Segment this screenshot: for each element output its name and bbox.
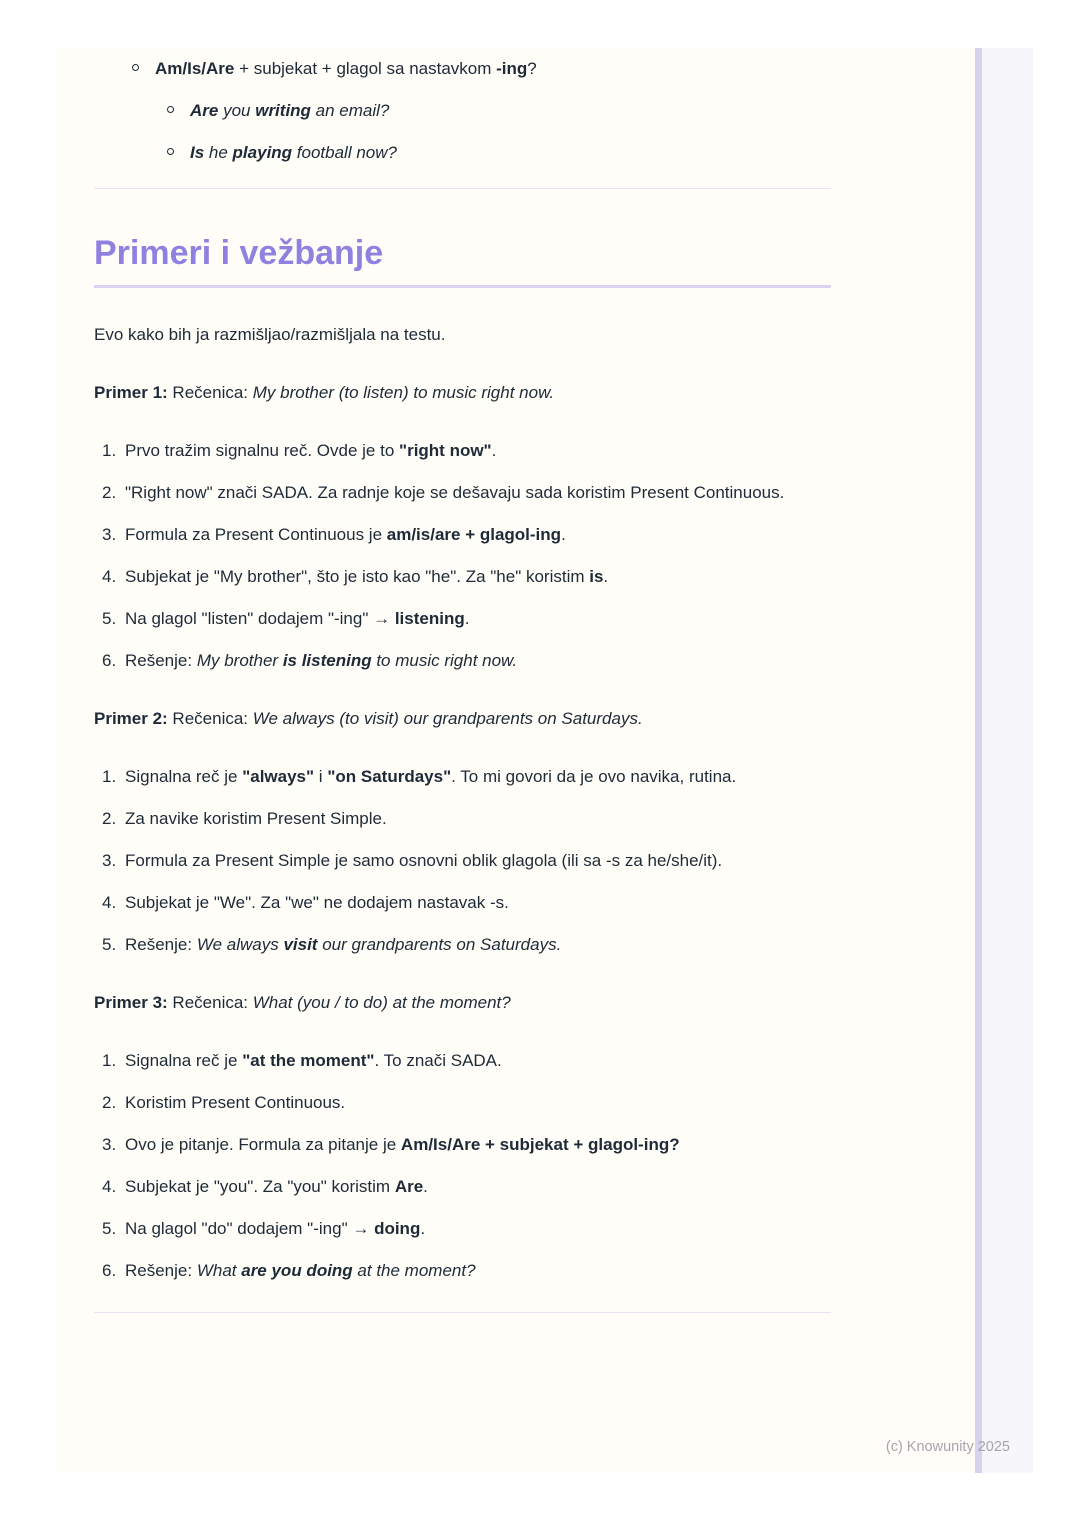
text-run: . bbox=[423, 1177, 428, 1196]
step-number: 4. bbox=[102, 567, 117, 586]
examples-container bbox=[94, 376, 831, 1288]
text-run: Formula za Present Continuous je bbox=[125, 525, 387, 544]
step-item bbox=[94, 844, 831, 878]
step-number: 3. bbox=[102, 525, 117, 544]
step-text bbox=[125, 441, 496, 460]
bold-run: "always" bbox=[242, 767, 315, 786]
step-text bbox=[125, 483, 784, 502]
bold-run: "at the moment" bbox=[242, 1051, 375, 1070]
step-number: 2. bbox=[102, 1093, 117, 1112]
bold-run: -ing bbox=[496, 59, 528, 78]
page-title: Primeri i vežbanje bbox=[94, 234, 384, 272]
italic-run: What bbox=[196, 1261, 242, 1280]
text-run: Na glagol "listen" dodajem "-ing" → bbox=[125, 609, 395, 628]
steps-list bbox=[94, 1044, 831, 1288]
step-text bbox=[125, 1219, 425, 1238]
step-text bbox=[125, 809, 387, 828]
italic-run: We always bbox=[196, 935, 284, 954]
text-run: "Right now" znači SADA. Za radnje koje se dešavaju sada koristim Present Continuous. bbox=[125, 483, 785, 502]
step-item bbox=[94, 886, 831, 920]
bold-italic-run: Is bbox=[190, 143, 205, 162]
step-text bbox=[125, 893, 509, 912]
text-run: Subjekat je "We". Za "we" ne dodajem nastavak -s. bbox=[125, 893, 509, 912]
text-run: . bbox=[420, 1219, 426, 1238]
step-item bbox=[94, 928, 831, 962]
bold-run: Am/Is/Are bbox=[155, 59, 235, 78]
step-number: 4. bbox=[102, 893, 117, 912]
italic-run: My brother bbox=[196, 651, 283, 670]
bold-italic-run: is listening bbox=[282, 651, 372, 670]
document-content-area bbox=[56, 48, 975, 1313]
bold-run: am/is/are + glagol-ing bbox=[386, 525, 562, 544]
text-run: . bbox=[561, 525, 566, 544]
bold-run: doing bbox=[374, 1219, 421, 1238]
document-body bbox=[94, 48, 831, 1313]
text-run: + subjekat + glagol sa nastavkom bbox=[234, 59, 497, 78]
text-run: Koristim Present Continuous. bbox=[125, 1093, 346, 1112]
circle-bullet-icon bbox=[167, 148, 174, 155]
italic-run: our grandparents on Saturdays. bbox=[317, 935, 562, 954]
bold-run: Are bbox=[394, 1177, 424, 1196]
text-run: Subjekat je "you". Za "you" koristim bbox=[125, 1177, 395, 1196]
step-item bbox=[94, 1170, 831, 1204]
step-text bbox=[125, 651, 517, 670]
bullet-text bbox=[190, 101, 389, 120]
bottom-divider bbox=[94, 1312, 831, 1313]
step-item bbox=[94, 434, 831, 468]
heading-underline-divider bbox=[94, 285, 831, 288]
step-number: 5. bbox=[102, 1219, 117, 1238]
bold-run: "right now" bbox=[399, 441, 492, 460]
text-run: Prvo tražim signalnu reč. Ovde je to bbox=[125, 441, 400, 460]
step-item bbox=[94, 1086, 831, 1120]
step-number: 2. bbox=[102, 809, 117, 828]
bold-run: Primer 2: bbox=[94, 709, 168, 728]
bullet-list-item bbox=[94, 136, 831, 170]
example-lead bbox=[94, 702, 831, 736]
step-item bbox=[94, 802, 831, 836]
step-number: 6. bbox=[102, 1261, 117, 1280]
text-run: . To znači SADA. bbox=[374, 1051, 502, 1070]
bold-run: Primer 1: bbox=[94, 383, 168, 402]
text-run: Rešenje: bbox=[125, 651, 197, 670]
text-run: i bbox=[314, 767, 328, 786]
circle-bullet-icon bbox=[132, 64, 139, 71]
text-run: ? bbox=[527, 59, 537, 78]
step-text bbox=[125, 1261, 476, 1280]
text-run: Rečenica: bbox=[167, 993, 253, 1012]
text-run: Ovo je pitanje. Formula za pitanje je bbox=[125, 1135, 401, 1154]
formula-bullet-list bbox=[94, 52, 831, 170]
step-item bbox=[94, 476, 831, 510]
text-run: Rešenje: bbox=[125, 1261, 197, 1280]
bullet-list-item bbox=[94, 94, 831, 128]
step-text bbox=[125, 1135, 680, 1154]
step-item bbox=[94, 1254, 831, 1288]
steps-list bbox=[94, 760, 831, 962]
step-number: 3. bbox=[102, 1135, 117, 1154]
step-number: 5. bbox=[102, 609, 117, 628]
page-edge-stripe bbox=[975, 48, 982, 1473]
step-number: 3. bbox=[102, 851, 117, 870]
step-number: 1. bbox=[102, 1051, 117, 1070]
text-run: . To mi govori da je ovo navika, rutina. bbox=[451, 767, 737, 786]
section-divider bbox=[94, 188, 831, 189]
side-panel bbox=[982, 48, 1033, 1473]
step-number: 6. bbox=[102, 651, 117, 670]
step-item bbox=[94, 602, 831, 636]
bold-italic-run: Are bbox=[190, 101, 219, 120]
intro-paragraph: Evo kako bih ja razmišljao/razmišljala na testu. bbox=[94, 325, 446, 344]
example-lead bbox=[94, 376, 831, 410]
step-text bbox=[125, 1093, 345, 1112]
step-number: 2. bbox=[102, 483, 117, 502]
step-text bbox=[125, 851, 722, 870]
step-item bbox=[94, 760, 831, 794]
bold-run: listening bbox=[394, 609, 465, 628]
text-run: Rečenica: bbox=[167, 709, 253, 728]
italic-run: We always (to visit) our grandparents on Saturdays. bbox=[252, 709, 643, 728]
text-run: Subjekat je "My brother", što je isto kao "he". Za "he" koristim bbox=[125, 567, 590, 586]
step-item bbox=[94, 1044, 831, 1078]
bold-italic-run: are you doing bbox=[241, 1261, 353, 1280]
step-text bbox=[125, 1051, 502, 1070]
text-run: . bbox=[603, 567, 609, 586]
bold-italic-run: writing bbox=[255, 101, 311, 120]
step-item bbox=[94, 644, 831, 678]
italic-run: an email? bbox=[310, 101, 390, 120]
text-run: Rečenica: bbox=[167, 383, 253, 402]
italic-run: football now? bbox=[292, 143, 397, 162]
bullet-list-item bbox=[94, 52, 831, 86]
italic-run: you bbox=[218, 101, 256, 120]
step-item bbox=[94, 518, 831, 552]
bold-italic-run: playing bbox=[232, 143, 293, 162]
text-run: Rešenje: bbox=[125, 935, 197, 954]
bold-run: is bbox=[589, 567, 604, 586]
italic-run: at the moment? bbox=[352, 1261, 476, 1280]
step-text bbox=[125, 609, 469, 628]
step-text bbox=[125, 1177, 428, 1196]
bold-run: "on Saturdays" bbox=[327, 767, 452, 786]
step-number: 4. bbox=[102, 1177, 117, 1196]
step-number: 1. bbox=[102, 767, 117, 786]
step-text bbox=[125, 567, 608, 586]
step-item bbox=[94, 1212, 831, 1246]
circle-bullet-icon bbox=[167, 106, 174, 113]
italic-run: he bbox=[204, 143, 233, 162]
text-run: . bbox=[464, 609, 470, 628]
step-text bbox=[125, 935, 561, 954]
step-text bbox=[125, 767, 736, 786]
footer-copyright: (c) Knowunity 2025 bbox=[885, 1439, 1010, 1455]
bold-run: Am/Is/Are + subjekat + glagol-ing? bbox=[400, 1135, 680, 1154]
bullet-text bbox=[190, 143, 397, 162]
italic-run: My brother (to listen) to music right now. bbox=[252, 383, 555, 402]
step-number: 5. bbox=[102, 935, 117, 954]
step-item bbox=[94, 560, 831, 594]
text-run: Signalna reč je bbox=[125, 767, 243, 786]
text-run: Za navike koristim Present Simple. bbox=[125, 809, 387, 828]
italic-run: to music right now. bbox=[371, 651, 518, 670]
text-run: . bbox=[491, 441, 497, 460]
step-number: 1. bbox=[102, 441, 117, 460]
text-run: Formula za Present Simple je samo osnovni oblik glagola (ili sa -s za he/she/it). bbox=[125, 851, 723, 870]
step-text bbox=[125, 525, 566, 544]
bold-run: Primer 3: bbox=[94, 993, 168, 1012]
step-item bbox=[94, 1128, 831, 1162]
text-run: Signalna reč je bbox=[125, 1051, 243, 1070]
bold-italic-run: visit bbox=[283, 935, 318, 954]
bullet-text bbox=[155, 59, 537, 78]
example-lead bbox=[94, 986, 831, 1020]
steps-list bbox=[94, 434, 831, 678]
italic-run: What (you / to do) at the moment? bbox=[252, 993, 511, 1012]
text-run: Na glagol "do" dodajem "-ing" → bbox=[125, 1219, 375, 1238]
